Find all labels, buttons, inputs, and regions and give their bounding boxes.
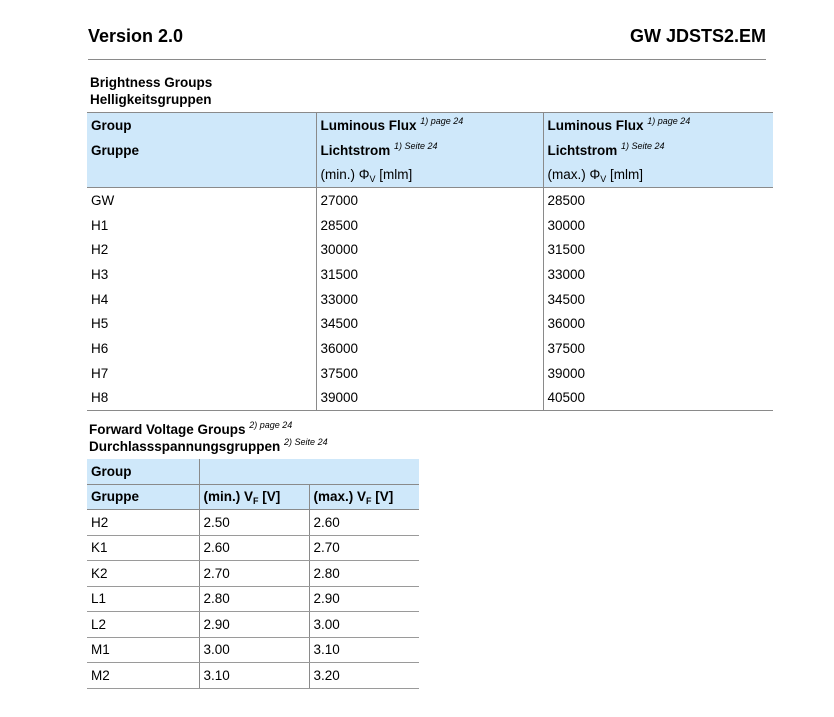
vheader-max: (max.) $V_F$ [V] xyxy=(309,484,419,510)
cell-max: 34500 xyxy=(543,287,773,312)
cell-max: 2.90 xyxy=(309,586,419,612)
table-row xyxy=(87,262,773,287)
cell-group: H6 xyxy=(91,341,109,357)
brightness-groups-table xyxy=(87,112,773,411)
cell-group: H1 xyxy=(91,217,109,233)
cell-max: 3.00 xyxy=(309,612,419,638)
cell-group: GW xyxy=(91,192,115,208)
cell-group: H7 xyxy=(91,365,109,381)
cell-max: 3.10 xyxy=(309,637,419,663)
forward-voltage-groups-table xyxy=(87,459,419,689)
voltage-title-de-note: 2) Seite 24 xyxy=(284,437,328,447)
cell-group: L1 xyxy=(87,586,199,612)
header-flux-max-unit: (max.) $\Phi_V$ [mlm] xyxy=(543,162,773,187)
cell-group: M1 xyxy=(87,637,199,663)
cell-max: 33000 xyxy=(543,262,773,287)
cell-min: 39000 xyxy=(316,386,543,411)
cell-min: 3.10 xyxy=(199,663,309,689)
header-flux-min-en: Luminous Flux $^{1) page 24}$ xyxy=(316,113,543,138)
cell-max: 30000 xyxy=(543,213,773,238)
vheader-group-de: Gruppe xyxy=(87,484,199,510)
header-group-en: Group xyxy=(87,113,316,138)
table-row xyxy=(87,612,419,638)
cell-group: H2 xyxy=(91,242,109,258)
brightness-title-en: Brightness Groups xyxy=(90,75,213,90)
table-row xyxy=(87,287,773,312)
table-row xyxy=(87,312,773,337)
vheader-blank xyxy=(199,459,419,484)
cell-min: 27000 xyxy=(316,188,543,213)
cell-max: 40500 xyxy=(543,386,773,411)
table-row xyxy=(87,336,773,361)
voltage-title-de: Durchlassspannungsgruppen xyxy=(89,439,281,454)
cell-min: 33000 xyxy=(316,287,543,312)
voltage-title-en-note: 2) page 24 xyxy=(249,420,293,430)
cell-max: 39000 xyxy=(543,361,773,386)
cell-group: H2 xyxy=(87,510,199,536)
cell-group: H8 xyxy=(87,386,316,411)
table-row xyxy=(87,188,773,213)
vheader-min: (min.) $V_F$ [V] xyxy=(199,484,309,510)
cell-min: 34500 xyxy=(316,312,543,337)
table-row xyxy=(87,637,419,663)
cell-max: 2.60 xyxy=(309,510,419,536)
page-header xyxy=(88,26,766,48)
cell-max: 2.70 xyxy=(309,535,419,561)
header-flux-min-de: Lichtstrom $^{1) Seite 24}$ xyxy=(316,138,543,163)
cell-group: H4 xyxy=(91,291,109,307)
vheader-group-en: Group xyxy=(87,459,199,484)
brightness-title-de: Helligkeitsgruppen xyxy=(90,92,212,107)
cell-min: 37500 xyxy=(316,361,543,386)
cell-group: H5 xyxy=(91,316,109,332)
cell-max: 37500 xyxy=(543,336,773,361)
cell-min: 28500 xyxy=(316,213,543,238)
cell-min: 2.80 xyxy=(199,586,309,612)
voltage-section-title xyxy=(89,421,328,455)
header-group-de: Gruppe xyxy=(87,138,316,163)
table-row xyxy=(87,510,419,536)
cell-max: 2.80 xyxy=(309,561,419,587)
cell-min: 31500 xyxy=(316,262,543,287)
table-row xyxy=(87,361,773,386)
table-row xyxy=(87,535,419,561)
cell-min: 2.60 xyxy=(199,535,309,561)
table-row xyxy=(87,213,773,238)
table-row xyxy=(87,386,773,411)
cell-max: 28500 xyxy=(543,188,773,213)
table-row xyxy=(87,663,419,689)
cell-group: K1 xyxy=(87,535,199,561)
header-flux-min-unit: (min.) $\Phi_V$ [mlm] xyxy=(316,162,543,187)
cell-max: 31500 xyxy=(543,237,773,262)
header-group-unit xyxy=(87,162,316,187)
cell-min: 36000 xyxy=(316,336,543,361)
cell-min: 2.90 xyxy=(199,612,309,638)
cell-group: L2 xyxy=(87,612,199,638)
header-divider xyxy=(88,59,766,60)
header-flux-max-de: Lichtstrom $^{1) Seite 24}$ xyxy=(543,138,773,163)
cell-min: 30000 xyxy=(316,237,543,262)
version-label: Version 2.0 xyxy=(88,26,184,46)
cell-group: H3 xyxy=(91,266,109,282)
table-row xyxy=(87,586,419,612)
cell-group: M2 xyxy=(87,663,199,689)
cell-max: 3.20 xyxy=(309,663,419,689)
cell-min: 3.00 xyxy=(199,637,309,663)
header-flux-max-en: Luminous Flux $^{1) page 24}$ xyxy=(543,113,773,138)
table-row xyxy=(87,561,419,587)
cell-min: 2.70 xyxy=(199,561,309,587)
table-row xyxy=(87,237,773,262)
cell-max: 36000 xyxy=(543,312,773,337)
cell-min: 2.50 xyxy=(199,510,309,536)
voltage-title-en: Forward Voltage Groups xyxy=(89,422,246,437)
cell-group: K2 xyxy=(87,561,199,587)
brightness-section-title xyxy=(90,74,212,108)
product-code: GW JDSTS2.EM xyxy=(629,26,766,46)
